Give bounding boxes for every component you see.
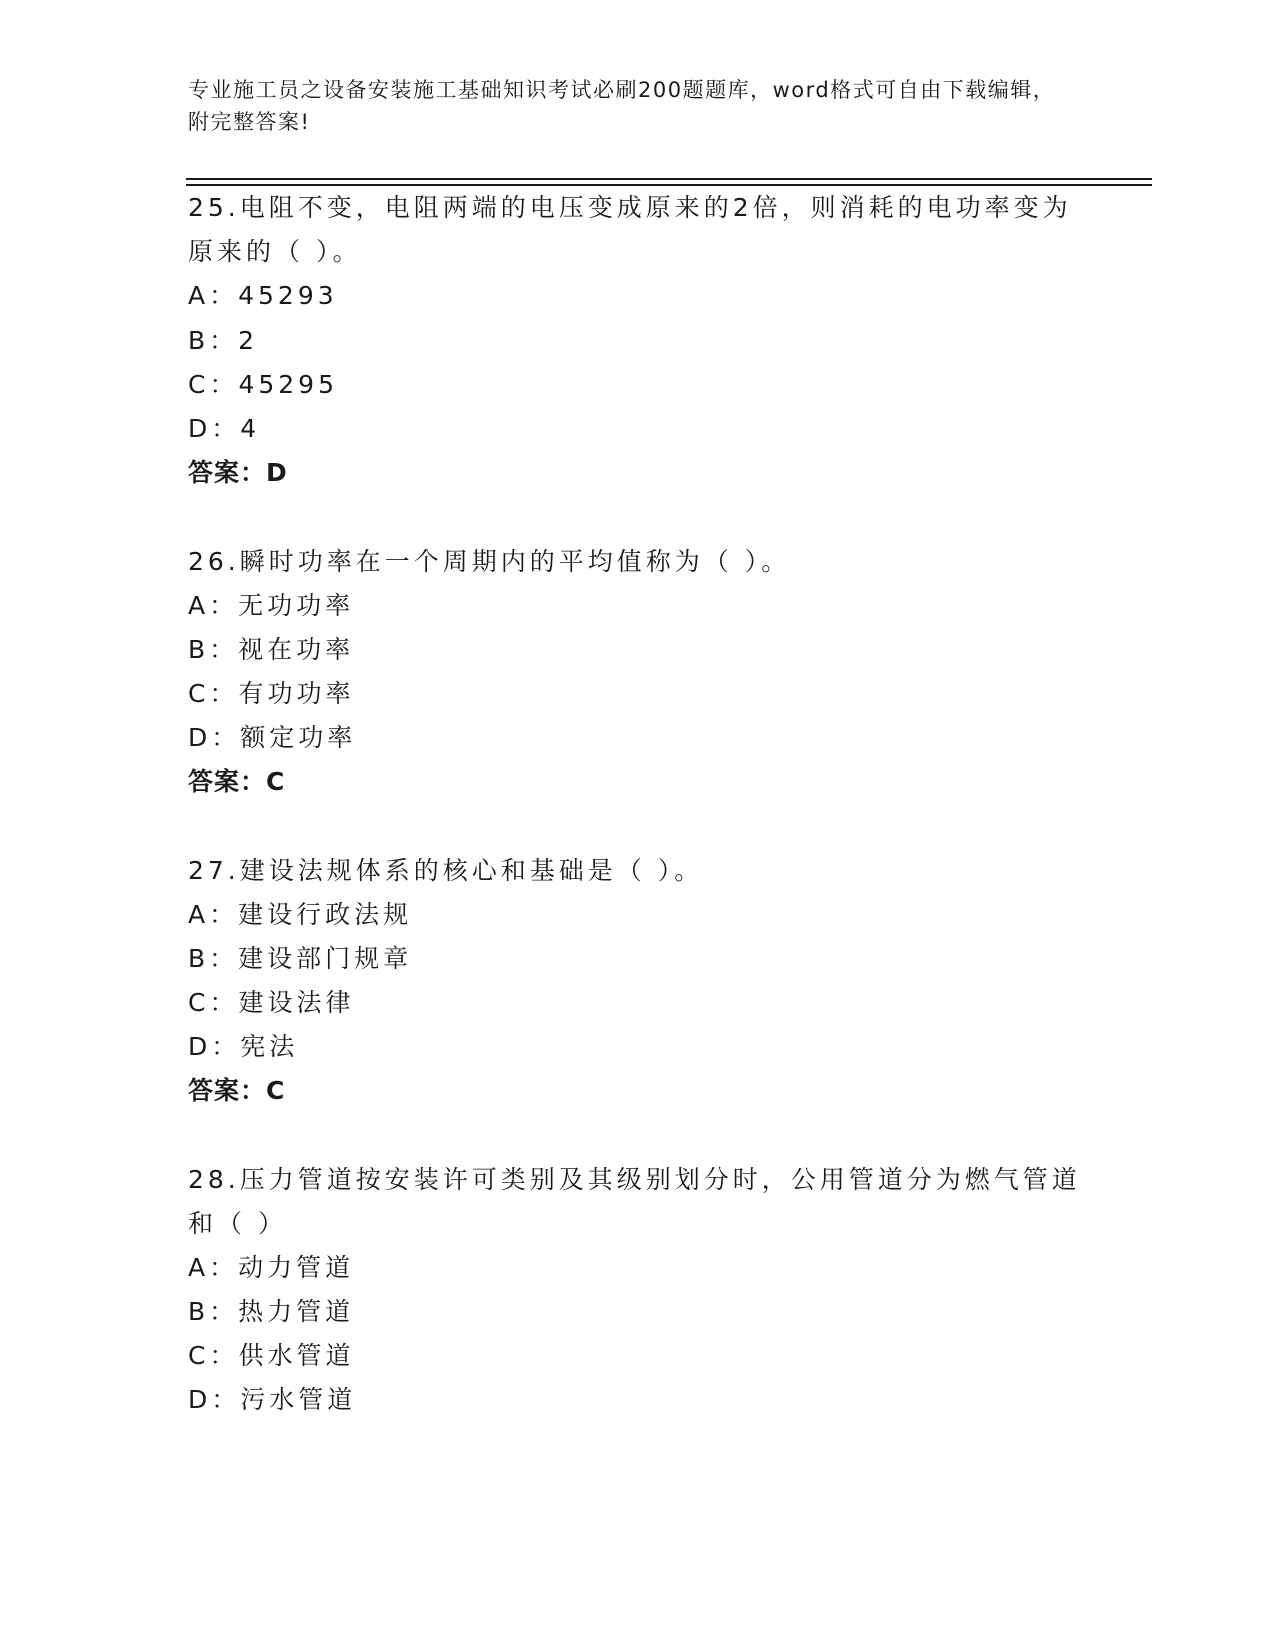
question-25-option-c: C：45295 [188,370,338,399]
question-25-stem-line1: 25.电阻不变，电阻两端的电压变成原来的2倍，则消耗的电功率变为 [188,193,1072,222]
question-28-stem-line2: 和（ ） [188,1209,287,1238]
question-26-option-c: C：有功功率 [188,679,355,708]
question-28-option-a: A：动力管道 [188,1253,355,1282]
question-25-answer: 答案：D [188,458,288,487]
question-25-option-a: A：45293 [188,281,338,310]
question-27-stem-line1: 27.建设法规体系的核心和基础是（ ）。 [188,856,704,885]
question-27-answer: 答案：C [188,1076,286,1105]
header-divider-bottom [186,184,1152,186]
question-25-option-d: D：4 [188,414,261,443]
question-27-option-d: D：宪法 [188,1032,299,1061]
question-28-option-b: B：热力管道 [188,1297,355,1326]
question-26-option-a: A：无功功率 [188,591,355,620]
question-26-stem-line1: 26.瞬时功率在一个周期内的平均值称为（ ）。 [188,547,791,576]
question-28-stem-line1: 28.压力管道按安装许可类别及其级别划分时，公用管道分为燃气管道 [188,1165,1081,1194]
question-28-option-c: C：供水管道 [188,1341,355,1370]
document-header: 专业施工员之设备安装施工基础知识考试必刷200题题库，word格式可自由下载编辑，附完整答案! [188,78,1056,134]
question-27-option-c: C：建设法律 [188,988,355,1017]
question-25-stem-line2: 原来的（ ）。 [188,237,362,266]
question-27-option-b: B：建设部门规章 [188,944,413,973]
question-28-option-d: D：污水管道 [188,1385,357,1414]
question-25-option-b: B：2 [188,326,259,355]
question-26-option-d: D：额定功率 [188,723,357,752]
question-26-answer: 答案：C [188,767,286,796]
question-27-option-a: A：建设行政法规 [188,900,413,929]
header-divider-top [186,178,1152,180]
question-26-option-b: B：视在功率 [188,635,355,664]
